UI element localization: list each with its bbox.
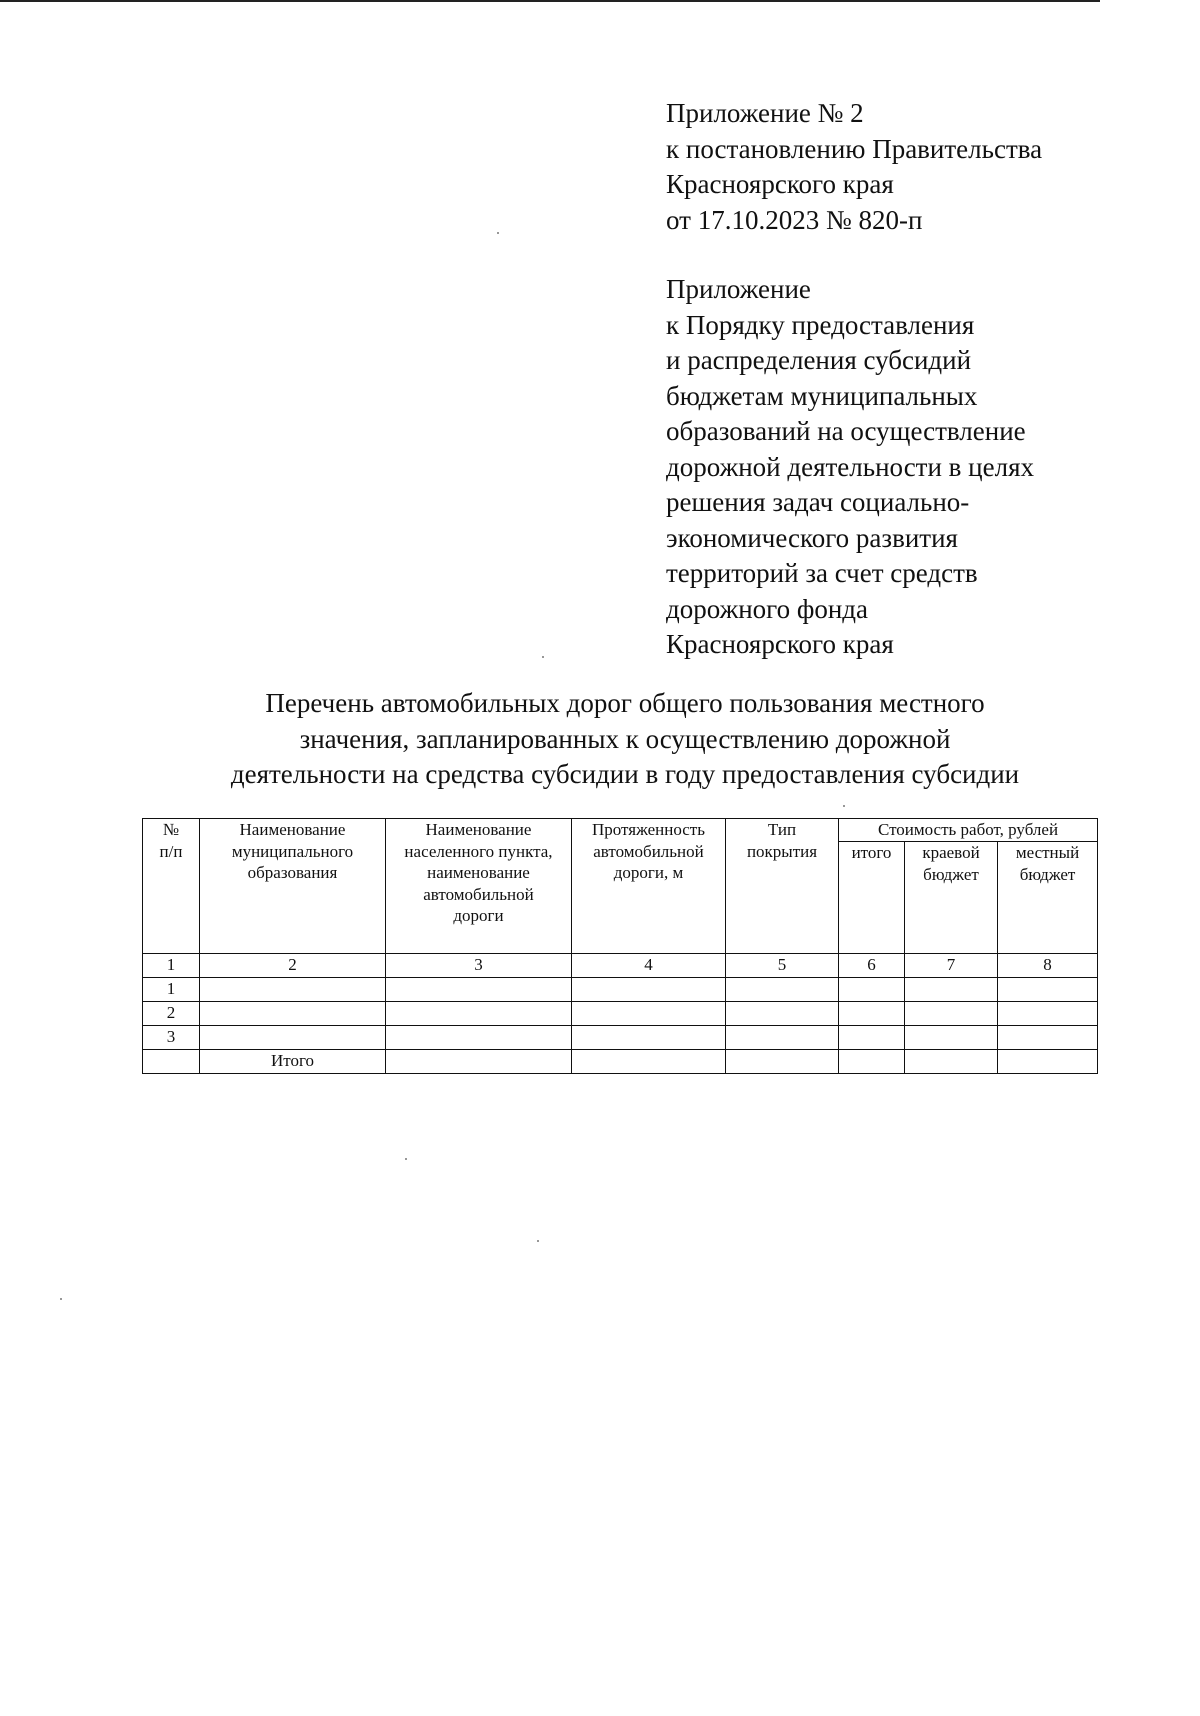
spacer bbox=[666, 238, 1136, 272]
title-line: деятельности на средства субсидии в году предоставления субсидии bbox=[230, 759, 1020, 789]
header-length: Протяженность автомобильной дороги, м bbox=[572, 819, 726, 954]
header-regional-budget: краевой бюджет bbox=[905, 842, 998, 954]
table-cell bbox=[386, 1002, 572, 1026]
sub-appendix-line: и распределения субсидий bbox=[666, 345, 972, 375]
title-line: Перечень автомобильных дорог общего пользования местного bbox=[265, 688, 985, 718]
table-cell bbox=[998, 1002, 1098, 1026]
header-settlement-road: Наименование населенного пункта, наименование автомобильной дороги bbox=[386, 819, 572, 954]
header-surface-type: Тип покрытия bbox=[726, 819, 839, 954]
sub-appendix-line: дорожной деятельности в целях bbox=[666, 451, 1035, 482]
table-row bbox=[143, 1026, 1098, 1050]
column-number: 2 bbox=[200, 954, 386, 978]
header-num: № п/п bbox=[143, 819, 200, 954]
roads-table bbox=[142, 818, 1098, 1074]
table-cell bbox=[998, 1026, 1098, 1050]
table-cell bbox=[905, 978, 998, 1002]
document-title bbox=[140, 686, 1110, 793]
table-cell bbox=[572, 1026, 726, 1050]
scan-speck bbox=[537, 1240, 539, 1242]
top-border-line bbox=[0, 0, 1100, 2]
table-row bbox=[143, 1002, 1098, 1026]
column-number: 8 bbox=[998, 954, 1098, 978]
header-total: итого bbox=[839, 842, 905, 954]
appendix-line: Приложение № 2 bbox=[666, 98, 864, 128]
scan-speck bbox=[843, 805, 845, 807]
appendix-line: от 17.10.2023 № 820-п bbox=[666, 204, 923, 235]
table-cell bbox=[726, 1026, 839, 1050]
table-cell bbox=[726, 1050, 839, 1074]
table-cell bbox=[572, 1002, 726, 1026]
table-cell bbox=[905, 1026, 998, 1050]
title-line: значения, запланированных к осуществлению дорожной bbox=[299, 723, 951, 754]
sub-appendix-line: территорий за счет средств bbox=[666, 558, 978, 588]
row-number: 3 bbox=[143, 1026, 200, 1050]
scan-speck bbox=[60, 1298, 62, 1300]
table-cell bbox=[905, 1050, 998, 1074]
column-number: 1 bbox=[143, 954, 200, 978]
table-cell bbox=[726, 978, 839, 1002]
table-cell bbox=[572, 1050, 726, 1074]
sub-appendix-line: к Порядку предоставления bbox=[666, 309, 975, 340]
sub-appendix-line: бюджетам муниципальных bbox=[666, 380, 978, 411]
column-number-row bbox=[143, 954, 1098, 978]
sub-appendix-line: экономического развития bbox=[666, 522, 958, 553]
total-row bbox=[143, 1050, 1098, 1074]
table-row bbox=[143, 978, 1098, 1002]
total-row-number bbox=[143, 1050, 200, 1074]
table-cell bbox=[905, 1002, 998, 1026]
row-number: 2 bbox=[143, 1002, 200, 1026]
table-cell bbox=[572, 978, 726, 1002]
table-cell bbox=[998, 1050, 1098, 1074]
column-number: 7 bbox=[905, 954, 998, 978]
sub-appendix-line: Красноярского края bbox=[666, 629, 894, 659]
sub-appendix-line: Приложение bbox=[666, 274, 811, 304]
table-cell bbox=[386, 1026, 572, 1050]
table-cell bbox=[200, 1002, 386, 1026]
column-number: 4 bbox=[572, 954, 726, 978]
sub-appendix-line: образований на осуществление bbox=[666, 416, 1026, 446]
scan-speck bbox=[542, 656, 544, 658]
header-local-budget: местный бюджет bbox=[998, 842, 1098, 954]
column-number: 5 bbox=[726, 954, 839, 978]
table-cell bbox=[726, 1002, 839, 1026]
row-number: 1 bbox=[143, 978, 200, 1002]
table-cell bbox=[839, 978, 905, 1002]
sub-appendix-line: решения задач социально- bbox=[666, 487, 970, 517]
scan-speck bbox=[405, 1158, 407, 1160]
appendix-header bbox=[666, 96, 1136, 663]
column-number: 3 bbox=[386, 954, 572, 978]
column-number: 6 bbox=[839, 954, 905, 978]
table-cell bbox=[839, 1050, 905, 1074]
table-cell bbox=[200, 978, 386, 1002]
scan-speck bbox=[497, 232, 499, 234]
table-cell bbox=[200, 1026, 386, 1050]
table-cell bbox=[839, 1002, 905, 1026]
total-label: Итого bbox=[200, 1050, 386, 1074]
header-municipality: Наименование муниципального образования bbox=[200, 819, 386, 954]
appendix-line: Красноярского края bbox=[666, 169, 894, 199]
header-row bbox=[143, 819, 1098, 842]
table-cell bbox=[386, 1050, 572, 1074]
table-cell bbox=[386, 978, 572, 1002]
sub-appendix-line: дорожного фонда bbox=[666, 593, 868, 624]
table-cell bbox=[998, 978, 1098, 1002]
table-cell bbox=[839, 1026, 905, 1050]
appendix-line: к постановлению Правительства bbox=[666, 133, 1043, 164]
header-cost-group: Стоимость работ, рублей bbox=[839, 819, 1098, 842]
